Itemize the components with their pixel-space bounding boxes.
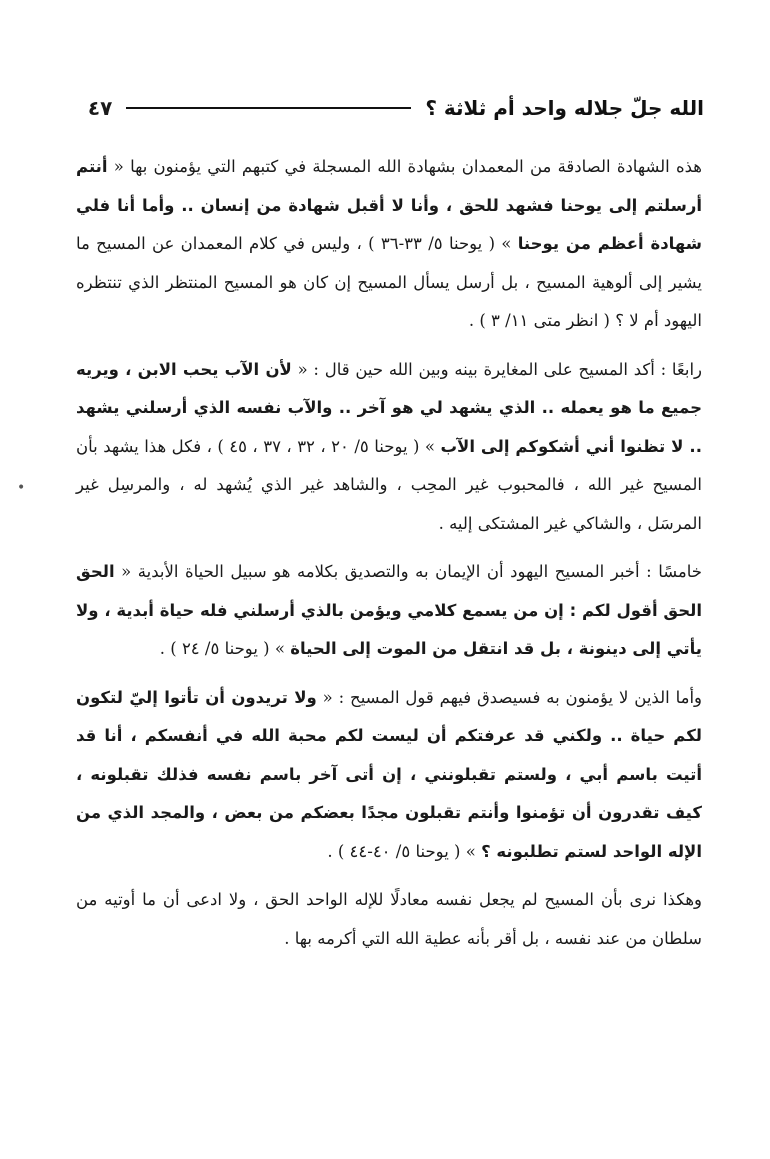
paragraph xyxy=(76,881,702,958)
paragraph-text: وأما الذين لا يؤمنون به فسيصدق فيهم قول المسيح : « xyxy=(316,687,702,707)
body-text xyxy=(76,148,702,968)
paragraph-text: وهكذا نرى بأن المسيح لم يجعل نفسه معادلًا للإله الواحد الحق ، ولا ادعى أن ما أوتيه من سلطان من عند نفسه ، بل أقر بأنه عطية الله التي أكرمه بها . xyxy=(76,890,702,948)
paragraph-text: هذه الشهادة الصادقة من المعمدان بشهادة الله المسجلة في كتبهم التي يؤمنون بها « xyxy=(107,157,702,176)
paragraph-text: » ( يوحنا ٥/ ٣٣-٣٦ ) ، وليس في كلام المعمدان عن المسيح ما يشير إلى ألوهية المسيح ، بل أرسل يسأل المسيح إن كان هو المسيح المنتظر الذي تنتظره اليهود أم لا ؟ ( انظر متى ١١/ ٣ ) . xyxy=(76,234,702,330)
paragraph xyxy=(76,148,702,341)
paragraph-text: رابعًا : أكد المسيح على المغايرة بينه وبين الله حين قال : « xyxy=(291,359,702,379)
paragraph xyxy=(76,679,702,872)
quote-text: لأن الآب يحب الابن ، ويريه جميع ما هو يعمله .. الذي يشهد لي هو آخر .. والآب نفسه الذي أرسلني يشهد .. لا تظنوا أني أشكوكم إلى الآب xyxy=(76,359,702,456)
paragraph xyxy=(76,351,702,544)
quote-text: ولا تريدون أن تأتوا إليّ لتكون لكم حياة .. ولكني قد عرفتكم أن ليست لكم محبة الله في أنفسكم ، أنا قد أتيت باسم أبي ، ولستم تقبلونني ، إن أتى آخر باسم نفسه فذلك تقبلونه ، كيف تقدرون أن تؤمنوا وأنتم تقبلون مجدًا بعضكم من بعض ، والمجد الذي من الإله الواحد لستم تطلبونه ؟ xyxy=(76,687,702,861)
header-rule xyxy=(126,107,411,109)
paragraph xyxy=(76,553,702,669)
quote-text: أنتم أرسلتم إلى يوحنا فشهد للحق ، وأنا لا أقبل شهادة من إنسان .. وأما أنا فلي شهادة أعظم من يوحنا xyxy=(76,157,702,253)
paragraph-text: خامسًا : أخبر المسيح اليهود أن الإيمان به والتصديق بكلامه هو سبيل الحياة الأبدية « xyxy=(114,562,702,581)
page-number: ٤٧ xyxy=(87,96,113,120)
paragraph-text: » ( يوحنا ٥/ ٤٠-٤٤ ) . xyxy=(327,841,482,861)
running-header xyxy=(78,92,704,124)
header-title: الله جلّ جلاله واحد أم ثلاثة ؟ xyxy=(425,96,704,120)
quote-text: الحق الحق أقول لكم : إن من يسمع كلامي ويؤمن بالذي أرسلني فله حياة أبدية ، ولا يأتي إلى دينونة ، بل قد انتقل من الموت إلى الحياة xyxy=(76,562,702,658)
paragraph-text: » ( يوحنا ٥/ ٢٠ ، ٣٢ ، ٣٧ ، ٤٥ ) ، فكل هذا يشهد بأن المسيح غير الله ، فالمحبوب غير المحِب ، والشاهد غير الذي يُشهد له ، والمرسِل غير المرسَل ، والشاكي غير المشتكى إليه . xyxy=(76,436,702,533)
paragraph-text: » ( يوحنا ٥/ ٢٤ ) . xyxy=(159,639,291,658)
margin-dot: • xyxy=(17,480,26,496)
